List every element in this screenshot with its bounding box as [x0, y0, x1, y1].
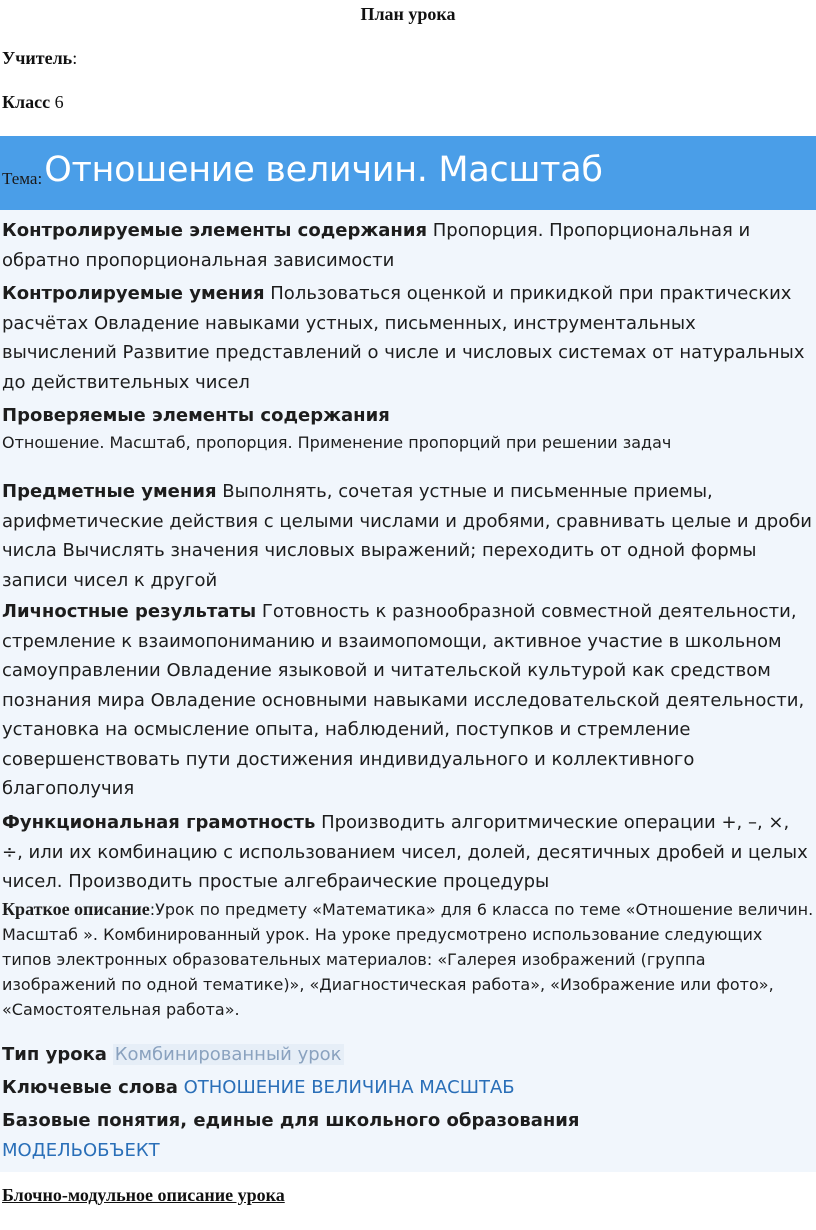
functional-literacy-label: Функциональная грамотность: [2, 812, 316, 833]
class-line: [2, 92, 64, 113]
teacher-line: [2, 48, 77, 69]
base-concepts-section: [2, 1106, 814, 1165]
controlled-skills-text: Пользоваться оценкой и прикидкой при практических расчётах Овладение навыками устных, письменных, инструментальных вычислений Развитие представлений о числе и числовых системах от натуральных до действительных чисел: [2, 283, 805, 393]
block-modular-description-title: Блочно-модульное описание урока: [2, 1185, 285, 1205]
topic-banner: [0, 136, 816, 210]
class-value: 6: [54, 92, 64, 112]
base-concepts-label: Базовые понятия, единые для школьного образования: [2, 1110, 580, 1131]
personal-results-label: Личностные результаты: [2, 601, 257, 622]
subject-skills-label: Предметные умения: [2, 481, 217, 502]
checked-elements-text: Отношение. Масштаб, пропорция. Применение пропорций при решении задач: [2, 432, 672, 452]
subject-skills-section: [2, 477, 814, 595]
short-description-section: [2, 897, 814, 1022]
base-concepts-value: МОДЕЛЬОБЪЕКТ: [2, 1139, 160, 1161]
short-description-label: Краткое описание: [2, 899, 150, 919]
keywords-value: ОТНОШЕНИЕ ВЕЛИЧИНА МАСШТАБ: [183, 1077, 515, 1098]
short-description-text: :Урок по предмету «Математика» для 6 класса по теме «Отношение величин. Масштаб ». Комбинированный урок. На уроке предусмотрено использование следующих типов электронных образовательных материалов: «Галерея изображений (группа изображений по одной тематике)», «Диагностическая работа», «Изображение или фото», «Самостоятельная работа».: [2, 900, 814, 1019]
controlled-skills-section: [2, 279, 814, 397]
subject-skills-text: Выполнять, сочетая устные и письменные приемы, арифметические действия с целыми числами и дробями, сравнивать целые и дроби числа Вычислять значения числовых выражений; переходить от одной формы записи чисел к другой: [2, 481, 813, 591]
lesson-type-label: Тип урока: [2, 1044, 107, 1065]
personal-results-section: [2, 597, 814, 804]
checked-elements-label: Проверяемые элементы содержания: [2, 405, 390, 426]
topic-label: Тема:: [2, 169, 43, 188]
keywords-section: [2, 1073, 814, 1103]
controlled-elements-section: [2, 216, 814, 275]
lesson-type-section: [2, 1040, 814, 1070]
teacher-label: Учитель: [2, 48, 73, 68]
teacher-colon: :: [72, 48, 78, 68]
page-title: План урока: [360, 4, 456, 24]
class-label: Класс: [2, 92, 51, 112]
lesson-type-value: Комбинированный урок: [114, 1044, 342, 1065]
checked-elements-section: [2, 401, 814, 455]
keywords-label: Ключевые слова: [2, 1077, 178, 1098]
controlled-skills-label: Контролируемые умения: [2, 283, 265, 304]
functional-literacy-section: [2, 808, 814, 897]
controlled-elements-text: Пропорция. Пропорциональная и обратно пропорциональная зависимости: [2, 220, 751, 271]
functional-literacy-text: Производить алгоритмические операции +, –, ×, ÷, или их комбинацию с использованием чисел, долей, десятичных дробей и целых чисел. Производить простые алгебраические процедуры: [2, 812, 808, 892]
personal-results-text: Готовность к разнообразной совместной деятельности, стремление к взаимопониманию и взаимопомощи, активное участие в школьном самоуправлении Овладение языковой и читательской культурой как средством познания мира Овладение основными навыками исследовательской деятельности, установка на осмысление опыта, наблюдений, поступков и стремление совершенствовать пути достижения индивидуального и коллективного благополучия: [2, 601, 805, 799]
controlled-elements-label: Контролируемые элементы содержания: [2, 220, 428, 241]
topic-value: Отношение величин. Масштаб: [44, 150, 603, 190]
